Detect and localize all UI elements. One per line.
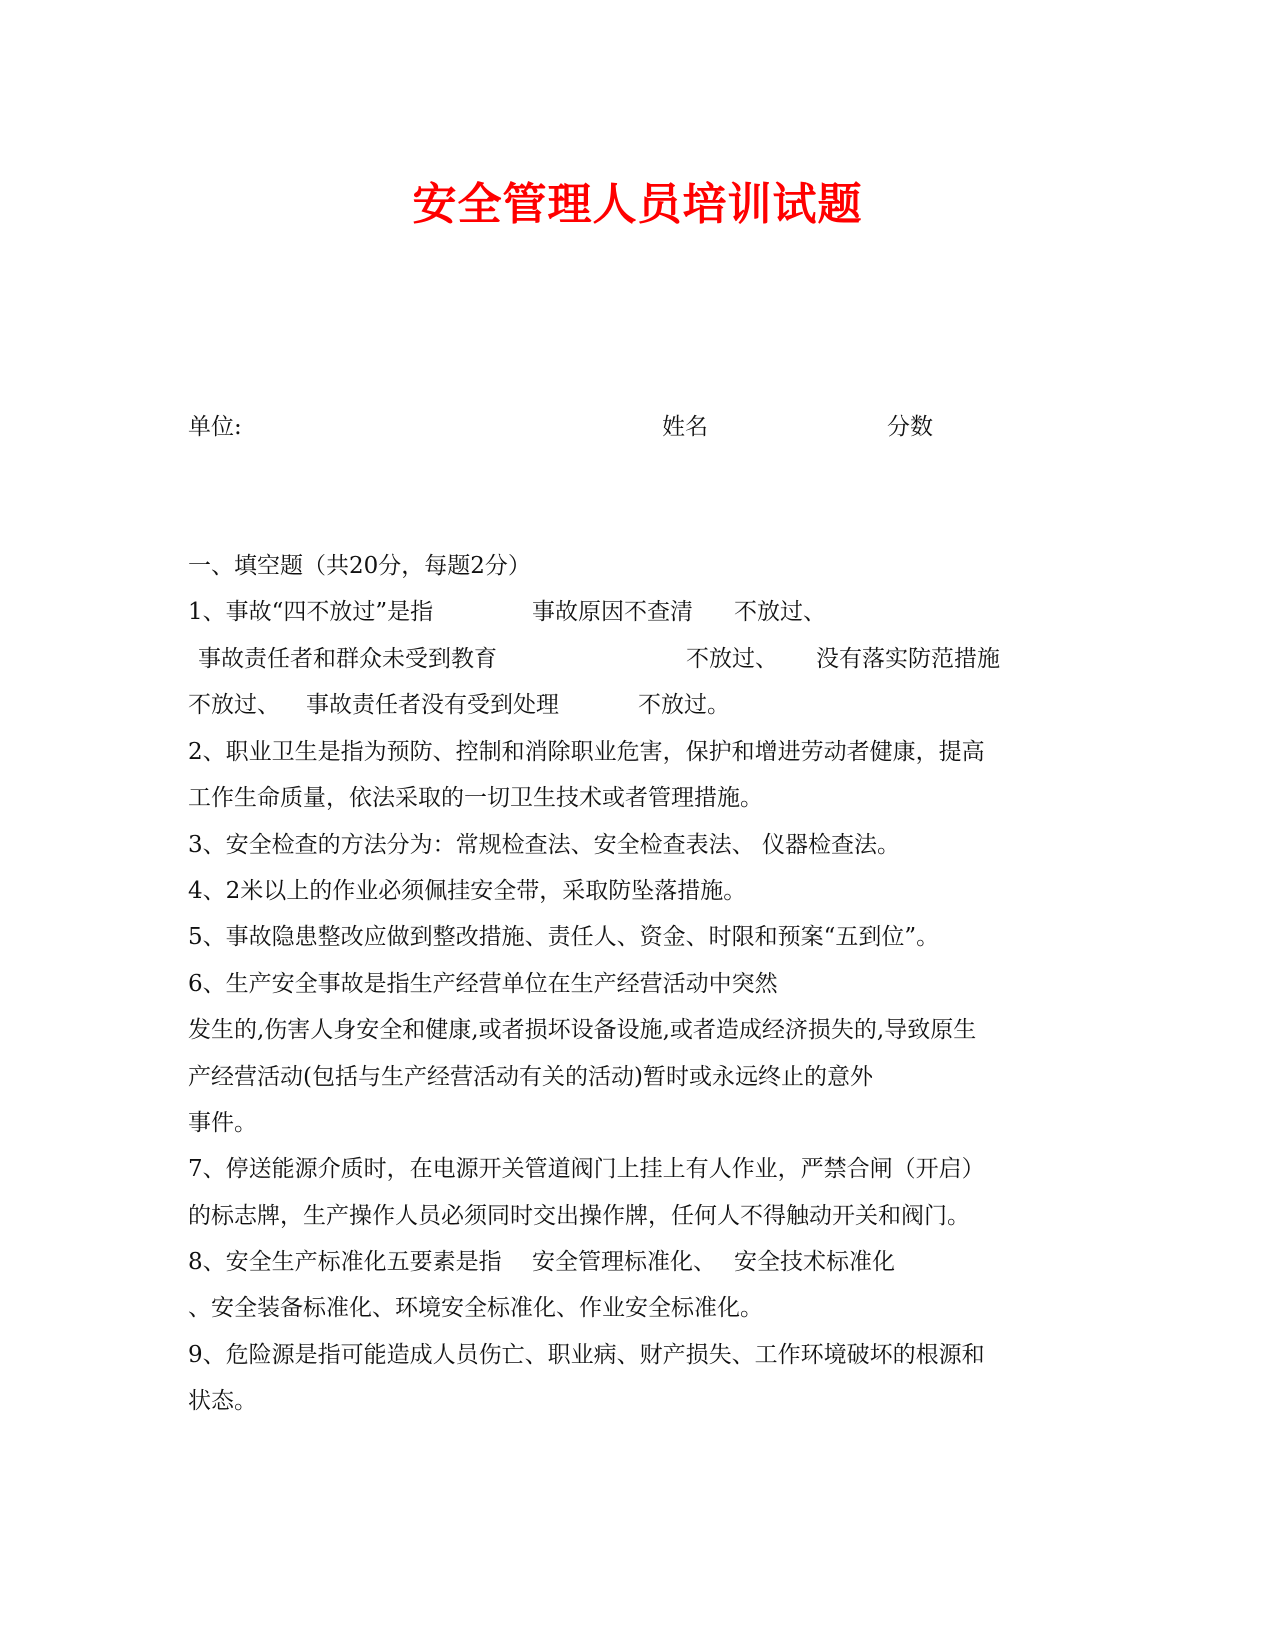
section-heading: 一、填空题（共20分，每题2分） [188, 553, 531, 579]
q1-answer: 事故责任者和群众未受到教育 [198, 646, 497, 672]
q7-line: 的标志牌，生产操作人员必须同时交出操作牌，任何人不得触动开关和阀门。 [188, 1203, 970, 1229]
q6-line: 事件。 [188, 1110, 257, 1136]
q2-line: 2、职业卫生是指为预防、控制和消除职业危害，保护和增进劳动者健康，提高 [188, 739, 985, 765]
q8-answer: 安全管理标准化、 [532, 1249, 716, 1275]
q6-line: 产经营活动(包括与生产经营活动有关的活动)暂时或永远终止的意外 [188, 1064, 873, 1090]
q1-text: 1、事故“四不放过”是指 [188, 599, 434, 625]
q2-line: 工作生命质量，依法采取的一切卫生技术或者管理措施。 [188, 785, 763, 811]
q1-text: 不放过、 [734, 599, 826, 625]
unit-label: 单位: [188, 414, 242, 440]
q1-text: 不放过、 [188, 692, 280, 718]
document-title: 安全管理人员培训试题 [412, 179, 863, 230]
q5-line: 5、事故隐患整改应做到整改措施、责任人、资金、时限和预案“五到位”。 [188, 924, 940, 950]
score-label: 分数 [887, 414, 933, 440]
q1-text: 不放过。 [638, 692, 730, 718]
q1-answer: 事故责任者没有受到处理 [306, 692, 559, 718]
q1-text: 不放过、 [686, 646, 778, 672]
q3-line: 3、安全检查的方法分为：常规检查法、安全检查表法、 仪器检查法。 [188, 832, 900, 858]
q6-line: 6、生产安全事故是指生产经营单位在生产经营活动中突然 [188, 971, 778, 997]
q9-line: 9、危险源是指可能造成人员伤亡、职业病、财产损失、工作环境破坏的根源和 [188, 1342, 985, 1368]
q4-line: 4、2米以上的作业必须佩挂安全带，采取防坠落措施。 [188, 878, 747, 904]
q9-line: 状态。 [188, 1388, 257, 1414]
q6-line: 发生的,伤害人身安全和健康,或者损坏设备设施,或者造成经济损失的,导致原生 [188, 1017, 977, 1043]
q8-line: 、安全装备标准化、环境安全标准化、作业安全标准化。 [188, 1295, 763, 1321]
q8-text: 8、安全生产标准化五要素是指 [188, 1249, 502, 1275]
name-label: 姓名 [662, 414, 708, 440]
q8-answer: 安全技术标准化 [734, 1249, 895, 1275]
q1-answer: 事故原因不查清 [532, 599, 693, 625]
q7-line: 7、停送能源介质时，在电源开关管道阀门上挂上有人作业，严禁合闸（开启） [188, 1156, 985, 1182]
q1-answer: 没有落实防范措施 [816, 646, 1000, 672]
